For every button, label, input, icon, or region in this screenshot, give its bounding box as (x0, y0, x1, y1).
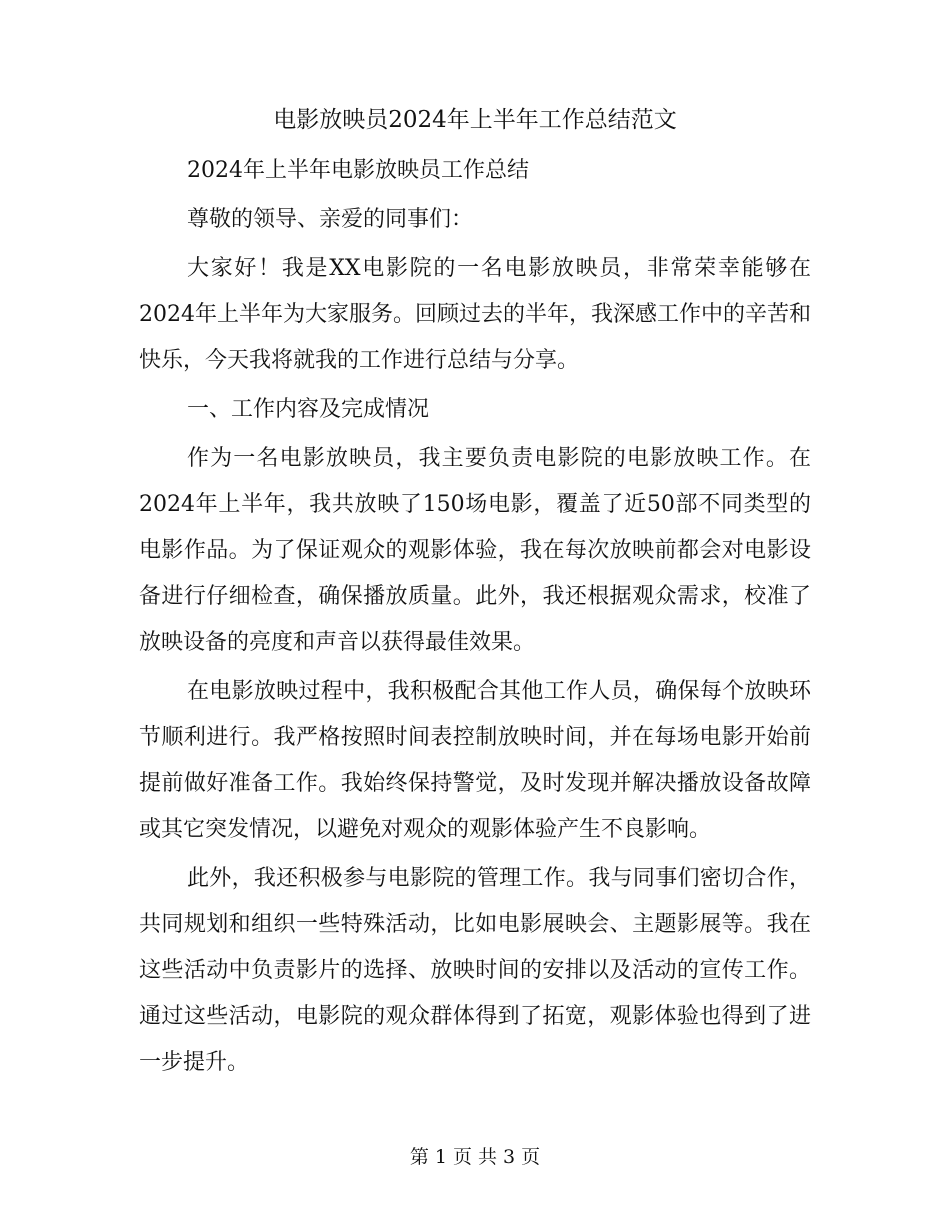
paragraph-subtitle: 2024年上半年电影放映员工作总结 (187, 158, 529, 183)
paragraph-salutation: 尊敬的领导、亲爱的同事们： (187, 207, 474, 232)
document-body (139, 148, 811, 1089)
paragraph-body: 此外，我还积极参与电影院的管理工作。我与同事们密切合作，共同规划和组织一些特殊活动，比如电影展映会、主题影展等。我在这些活动中负责影片的选择、放映时间的安排以及活动的宣传工作。通过这些活动，电影院的观众群体得到了拓宽，观影体验也得到了进一步提升。 (139, 866, 811, 1075)
paragraph-intro: 大家好！我是XX电影院的一名电影放映员，非常荣幸能够在2024年上半年为大家服务。回顾过去的半年，我深感工作中的辛苦和快乐，今天我将就我的工作进行总结与分享。 (139, 256, 811, 373)
section-heading: 一、工作内容及完成情况 (187, 397, 430, 422)
document-title: 电影放映员2024年上半年工作总结范文 (273, 107, 677, 133)
paragraph-body: 作为一名电影放映员，我主要负责电影院的电影放映工作。在2024年上半年，我共放映了150场电影，覆盖了近50部不同类型的电影作品。为了保证观众的观影体验，我在每次放映前都会对电影设备进行仔细检查，确保播放质量。此外，我还根据观众需求，校准了放映设备的亮度和声音以获得最佳效果。 (139, 446, 811, 655)
paragraph-body: 在电影放映过程中，我积极配合其他工作人员，确保每个放映环节顺利进行。我严格按照时间表控制放映时间，并在每场电影开始前提前做好准备工作。我始终保持警觉，及时发现并解决播放设备故障或其它突发情况，以避免对观众的观影体验产生不良影响。 (139, 679, 811, 842)
page-footer: 第 1 页 共 3 页 (409, 1146, 541, 1168)
